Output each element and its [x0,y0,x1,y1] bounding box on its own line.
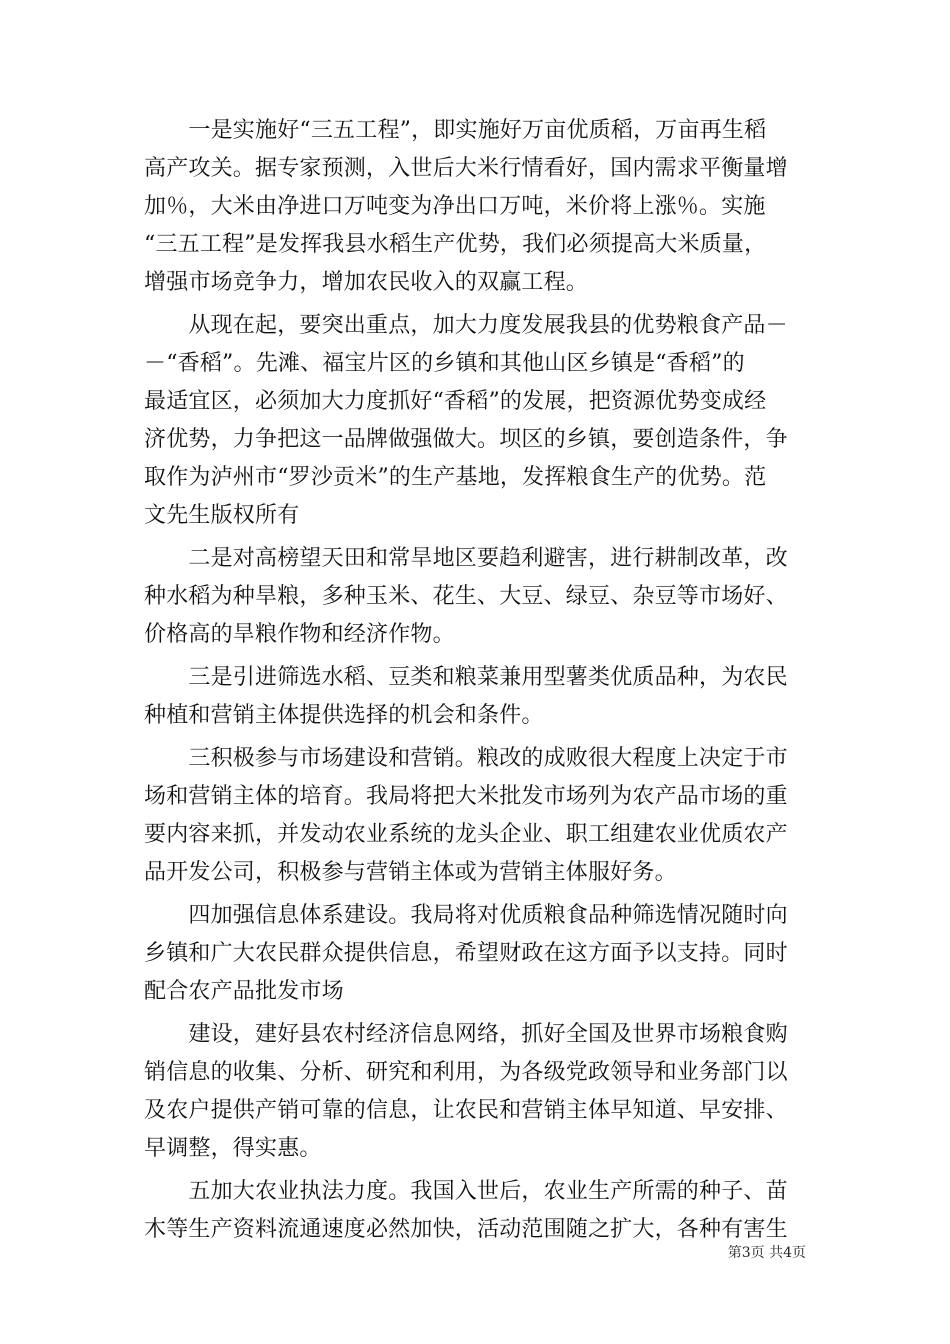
text-line: －“香稻”。先滩、福宝片区的乡镇和其他山区乡镇是“香稻”的 [144,351,745,376]
paragraph-6 [144,897,806,1011]
text-line: 高产攻关。据专家预测，入世后大米行情看好，国内需求平衡量增 [144,156,788,181]
text-line: 增强市场竞争力，增加农民收入的双赢工程。 [144,270,589,295]
text-line: 品开发公司，积极参与营销主体或为营销主体服好务。 [144,860,677,885]
text-line: 乡镇和广大农民群众提供信息，希望财政在这方面予以支持。同时 [144,941,788,966]
text-line: 从现在起，要突出重点，加大力度发展我县的优势粮食产品－ [144,313,788,338]
paragraph-8 [144,1173,806,1249]
paragraph-7 [144,1016,806,1168]
document-body [144,112,806,1254]
text-line: 文先生版权所有 [144,503,300,528]
text-line: 及农户提供产销可靠的信息，让农民和营销主体早知道、早安排、 [144,1098,788,1123]
text-line: 最适宜区，必须加大力度抓好“香稻”的发展，把资源优势变成经 [144,389,767,414]
text-line: 木等生产资料流通速度必然加快，活动范围随之扩大，各种有害生 [144,1217,788,1242]
text-line: 一是实施好“三五工程”，即实施好万亩优质稻，万亩再生稻 [144,118,767,143]
paragraph-5 [144,740,806,892]
text-line: 五加大农业执法力度。我国入世后，农业生产所需的种子、苗 [144,1179,788,1204]
paragraph-4 [144,659,806,735]
text-line: 三是引进筛选水稻、豆类和粮菜兼用型薯类优质品种，为农民 [144,665,788,690]
text-line: 种植和营销主体提供选择的机会和条件。 [144,703,544,728]
text-line: 二是对高榜望天田和常旱地区要趋利避害，进行耕制改革，改 [144,546,788,571]
text-line: 加％，大米由净进口万吨变为净出口万吨，米价将上涨％。实施 [144,194,766,219]
text-line: 济优势，力争把这一品牌做强做大。坝区的乡镇，要创造条件，争 [144,427,788,452]
text-line: 建设，建好县农村经济信息网络，抓好全国及世界市场粮食购 [144,1022,788,1047]
text-line: 配合农产品批发市场 [144,979,344,1004]
text-line: 取作为泸州市“罗沙贡米”的生产基地，发挥粮食生产的优势。范 [144,465,767,490]
text-line: 三积极参与市场建设和营销。粮改的成败很大程度上决定于市 [144,746,788,771]
paragraph-1 [144,112,806,302]
page-number-footer: 第3页 共4页 [727,1245,806,1261]
paragraph-2 [144,307,806,535]
text-line: 早调整，得实惠。 [144,1136,322,1161]
text-line: 价格高的旱粮作物和经济作物。 [144,622,455,647]
text-line: 销信息的收集、分析、研究和利用，为各级党政领导和业务部门以 [144,1060,788,1085]
paragraph-3 [144,540,806,654]
text-line: 场和营销主体的培育。我局将把大米批发市场列为农产品市场的重 [144,784,788,809]
text-line: 要内容来抓，并发动农业系统的龙头企业、职工组建农业优质农产 [144,822,788,847]
text-line: 四加强信息体系建设。我局将对优质粮食品种筛选情况随时向 [144,903,788,928]
text-line: “三五工程”是发挥我县水稻生产优势，我们必须提高大米质量， [144,232,767,257]
text-line: 种水稻为种旱粮，多种玉米、花生、大豆、绿豆、杂豆等市场好、 [144,584,788,609]
